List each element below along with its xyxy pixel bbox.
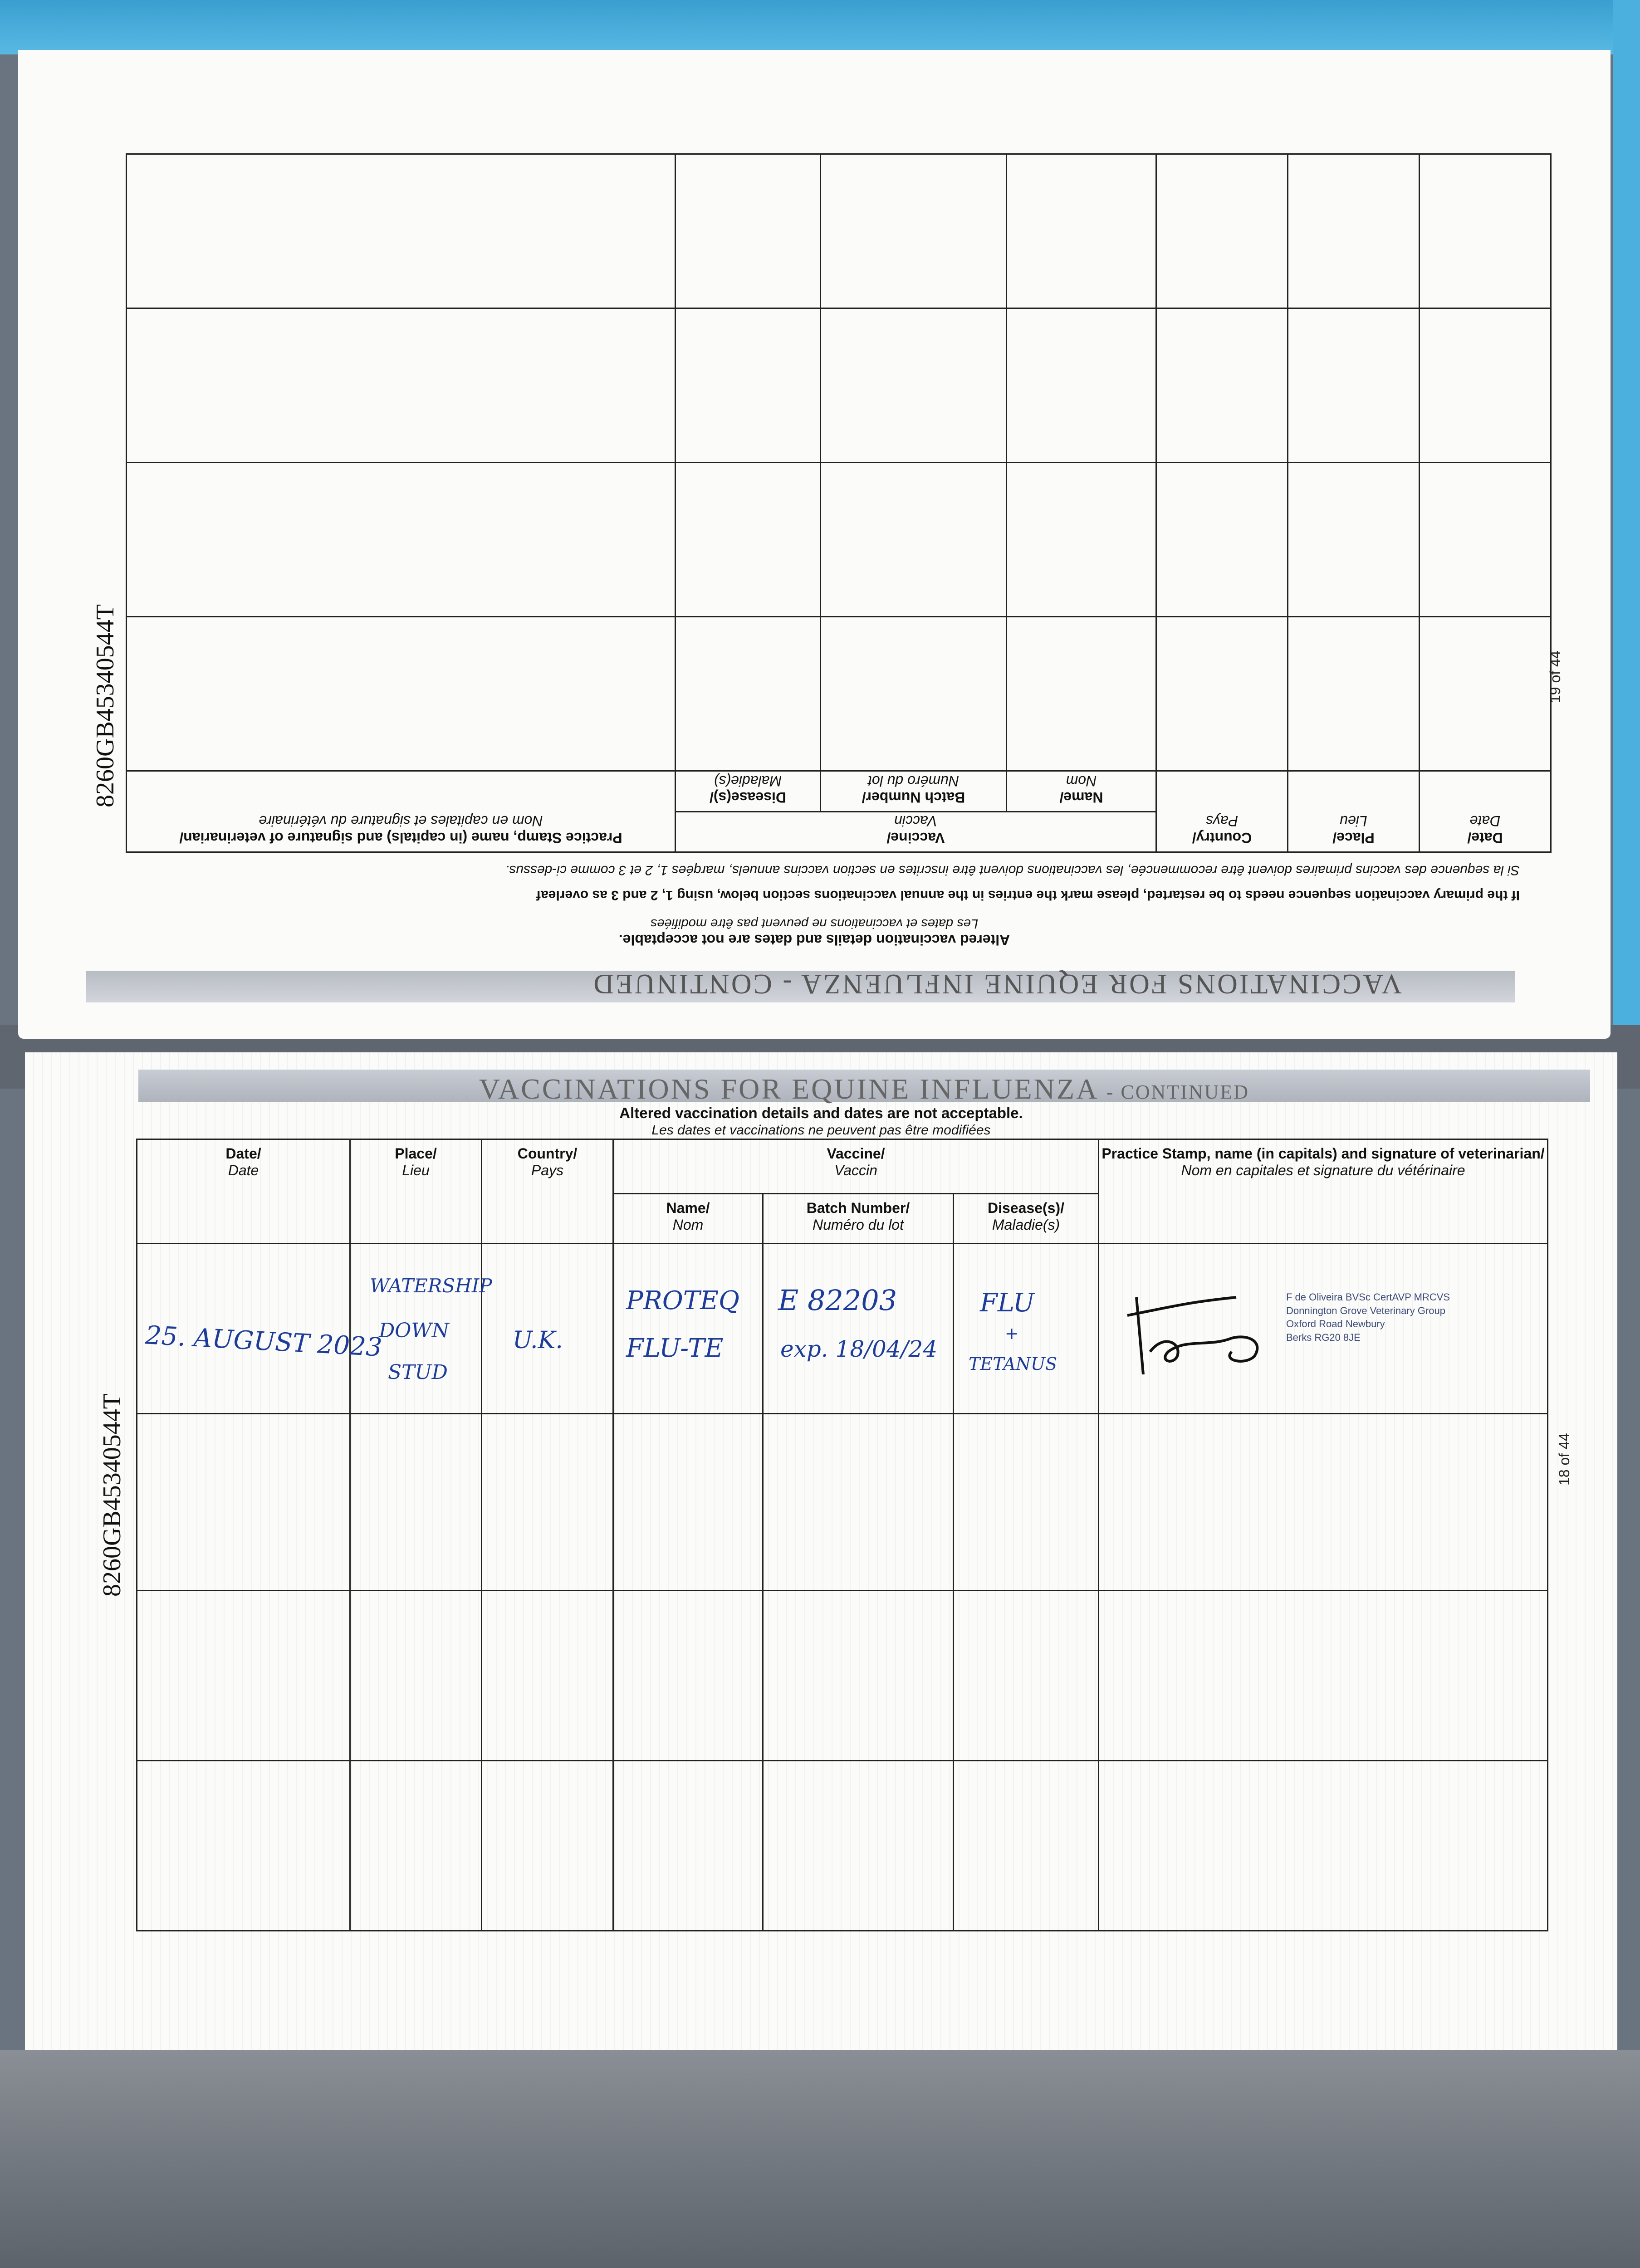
entry-disease-line3: TETANUS: [969, 1354, 1057, 1374]
entry-vaccine-name-line2: FLU-TE: [626, 1334, 724, 1363]
table-row: [137, 1761, 1548, 1931]
entry-country: U.K.: [513, 1327, 563, 1354]
stamp-road: Oxford Road Newbury: [1286, 1318, 1385, 1330]
entry-disease-line2: +: [1005, 1325, 1019, 1343]
vaccination-table: [136, 1139, 1548, 1931]
practice-stamp: [1286, 1290, 1450, 1344]
entry-batch-number: E 82203: [778, 1284, 897, 1317]
header-name: Name/ Nom: [613, 1194, 763, 1244]
vaccination-table-top: [126, 153, 1552, 853]
alteration-notice-fr-top: Les dates et vaccinations ne peuvent pas être modifiées: [650, 916, 979, 931]
stamp-vet-name: F de Oliveira BVSc CertAVP MRCVS: [1286, 1291, 1450, 1303]
header-place: Place/ Lieu: [1288, 771, 1420, 852]
passport-id-top: 8260GB45340544T: [91, 604, 119, 807]
table-row: [126, 154, 1551, 308]
entry-disease-line1: FLU: [980, 1288, 1035, 1318]
entry-batch-expiry: exp. 18/04/24: [780, 1336, 938, 1362]
restart-instruction: If the primary vaccination sequence needs to be restarted, please mark the entries in the annual vaccinations section below, using 1, 2 and 3 as overleaf: [536, 888, 1520, 903]
upside-down-content: [18, 50, 1611, 1039]
header-batch: Batch Number/ Numéro du lot: [763, 1194, 954, 1244]
header-disease: Disease(s)/ Maladie(s): [675, 771, 820, 812]
section-title: VACCINATIONS FOR EQUINE INFLUENZA: [479, 1073, 1097, 1105]
table-row: [126, 308, 1551, 463]
header-place: Place/ Lieu: [350, 1139, 482, 1244]
header-stamp: Practice Stamp, name (in capitals) and signature of veterinarian/ Nom en capitales et signature du vétérinaire: [1099, 1139, 1548, 1244]
entry-vaccine-name-line1: PROTEQ: [626, 1286, 739, 1315]
alteration-notice: Altered vaccination details and dates are not acceptable.: [619, 1105, 1023, 1121]
section-header-top: [86, 968, 1515, 1002]
header-stamp: Practice Stamp, name (in capitals) and signature of veterinarian/ Nom en capitales et signature du vétérinaire: [126, 771, 675, 852]
page-number: 18 of 44: [1556, 1433, 1572, 1486]
page-19: [18, 50, 1611, 1039]
stamp-postcode: Berks RG20 8JE: [1286, 1332, 1361, 1344]
header-vaccine: Vaccine/ Vaccin: [675, 812, 1156, 852]
header-name: Name/ Nom: [1007, 771, 1156, 812]
table-row: [126, 463, 1551, 617]
restart-instruction-fr: Si la sequence des vaccins primaires doivent être recommencée, les vaccinations doivent être inscrites en section vaccins annuels, marqées 1, 2 et 3 comme ci-dessus.: [505, 863, 1520, 878]
table-row: [137, 1414, 1548, 1591]
page-number-top: 19 of 44: [1547, 650, 1563, 703]
scanner-background: [0, 2050, 1640, 2268]
header-date: Date/ Date: [1420, 771, 1551, 852]
header-date: Date/ Date: [137, 1139, 350, 1244]
header-vaccine: Vaccine/ Vaccin: [613, 1139, 1099, 1194]
header-country: Country/ Pays: [1156, 771, 1288, 852]
table-row: [137, 1591, 1548, 1761]
entry-date: 25. AUGUST 2023: [144, 1320, 383, 1363]
passport-cover-edge: [1613, 0, 1640, 1066]
page-18: [25, 1052, 1617, 2050]
section-header: [138, 1070, 1590, 1105]
stamp-practice: Donnington Grove Veterinary Group: [1286, 1305, 1445, 1316]
entry-place-line1: WATERSHIP: [370, 1275, 492, 1297]
entry-place-line2: DOWN: [379, 1319, 450, 1342]
header-batch: Batch Number/ Numéro du lot: [821, 771, 1007, 812]
alteration-notice-fr: Les dates et vaccinations ne peuvent pas être modifiées: [651, 1123, 991, 1138]
alteration-notice-top: Altered vaccination details and dates are not acceptable.: [618, 932, 1010, 948]
section-title-top: VACCINATIONS FOR EQUINE INFLUENZA - CONTINUED: [592, 968, 1402, 999]
section-title-suffix: - CONTINUED: [1106, 1081, 1250, 1103]
veterinarian-signature: [1118, 1288, 1282, 1379]
passport-id: 8260GB45340544T: [98, 1393, 126, 1597]
entry-place-line3: STUD: [388, 1361, 448, 1384]
table-row: [126, 617, 1551, 771]
passport-cover-top: [0, 0, 1640, 54]
header-disease: Disease(s)/ Maladie(s): [954, 1194, 1099, 1244]
header-country: Country/ Pays: [482, 1139, 613, 1244]
